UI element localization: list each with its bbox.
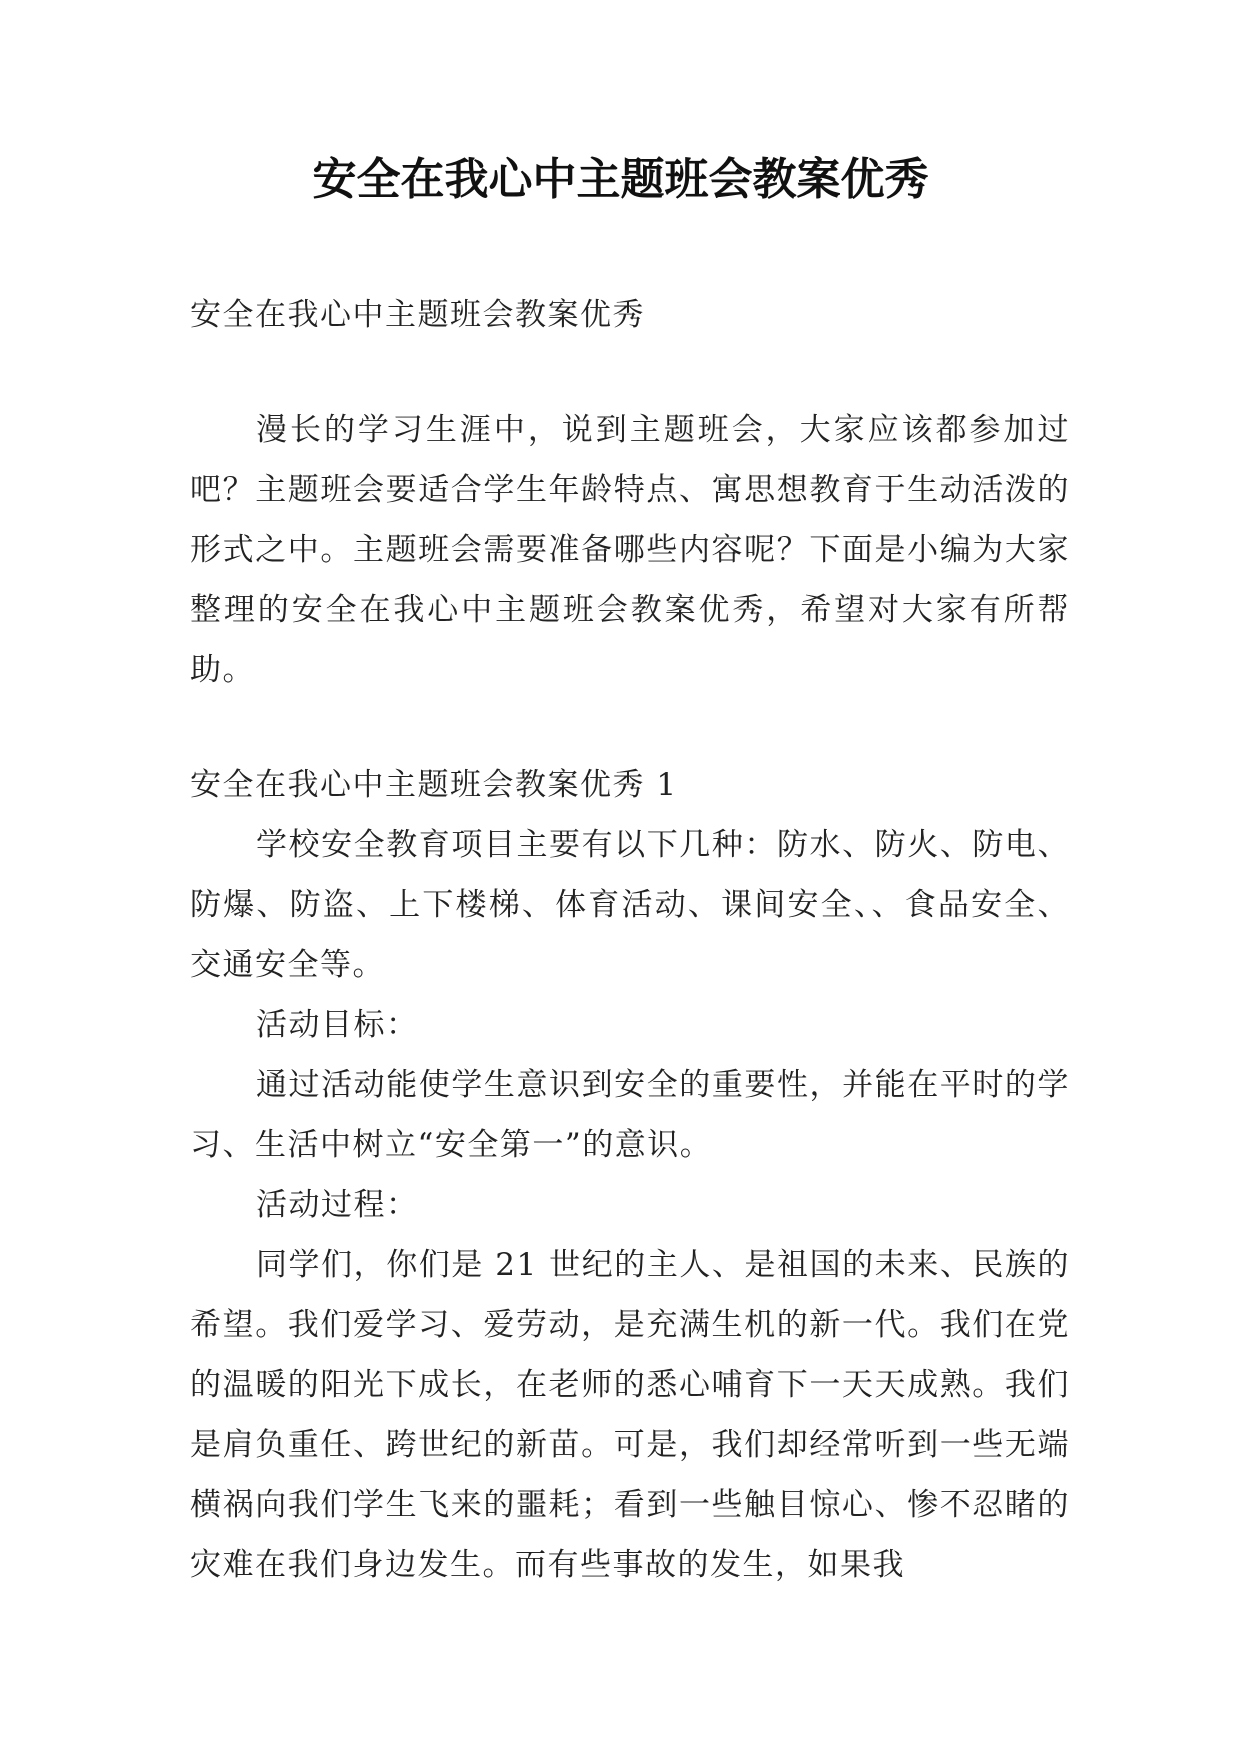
page-title: 安全在我心中主题班会教案优秀	[312, 154, 929, 205]
process-label: 活动过程：	[256, 1187, 419, 1223]
goal-label: 活动目标：	[256, 1007, 419, 1043]
document-subtitle: 安全在我心中主题班会教案优秀	[190, 297, 645, 333]
goal-paragraph: 通过活动能使学生意识到安全的重要性，并能在平时的学习、生活中树立“安全第一”的意识。	[190, 1067, 1070, 1163]
intro-paragraph: 漫长的学习生涯中，说到主题班会，大家应该都参加过吧？主题班会要适合学生年龄特点、寓思想教育于生动活泼的形式之中。主题班会需要准备哪些内容呢？下面是小编为大家整理的安全在我心中主题班会教案优秀，希望对大家有所帮助。	[190, 412, 1070, 688]
safety-items-paragraph: 学校安全教育项目主要有以下几种：防水、防火、防电、防爆、防盗、上下楼梯、体育活动、课间安全、、食品安全、交通安全等。	[190, 827, 1070, 983]
section-heading: 安全在我心中主题班会教案优秀 1	[190, 767, 678, 803]
process-paragraph: 同学们，你们是 21 世纪的主人、是祖国的未来、民族的希望。我们爱学习、爱劳动，是充满生机的新一代。我们在党的温暖的阳光下成长，在老师的悉心哺育下一天天成熟。我们是肩负重任、跨世纪的新苗。可是，我们却经常听到一些无端横祸向我们学生飞来的噩耗；看到一些触目惊心、惨不忍睹的灾难在我们身边发生。而有些事故的发生，如果我	[190, 1247, 1070, 1583]
